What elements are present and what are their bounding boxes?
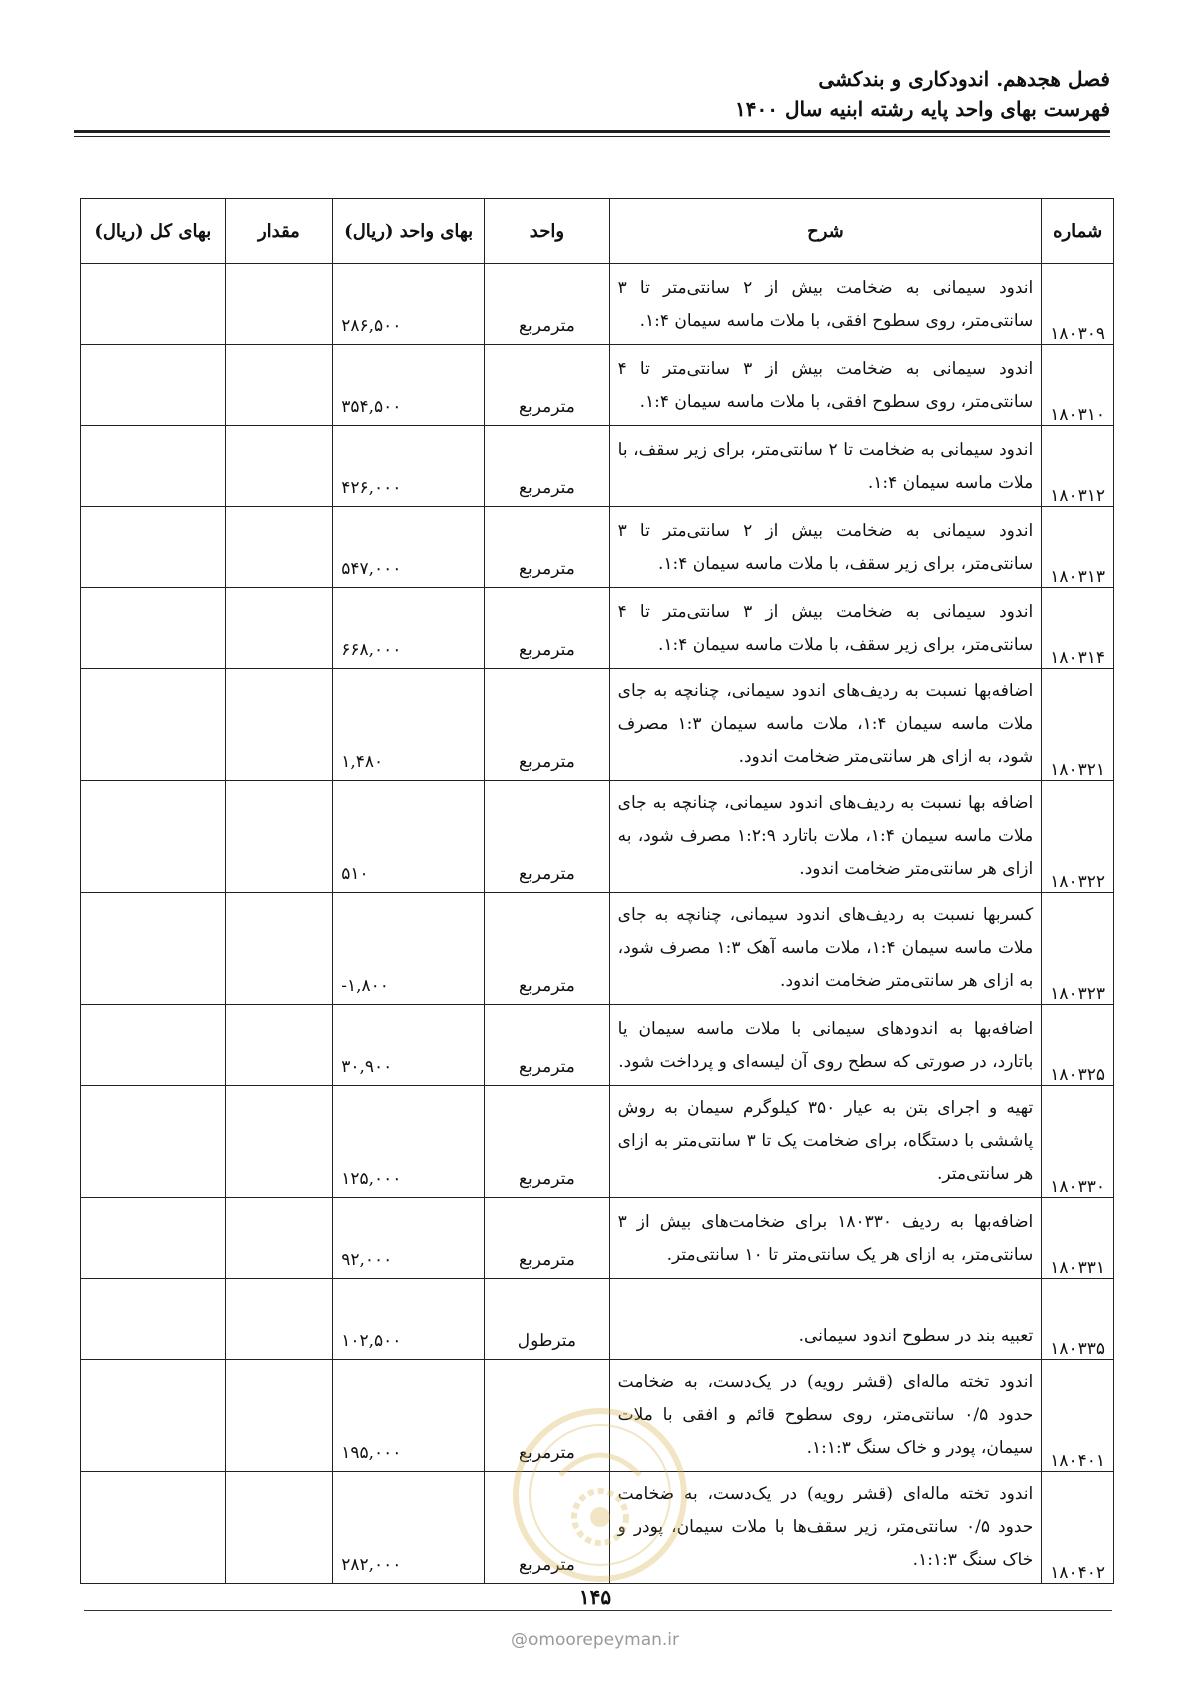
item-total-price: [81, 669, 226, 781]
item-total-price: [81, 1360, 226, 1472]
item-total-price: [81, 426, 226, 507]
item-total-price: [81, 507, 226, 588]
item-unit-price: ۴۲۶,۰۰۰: [333, 426, 485, 507]
table-row: [81, 426, 1114, 507]
table-row: [81, 345, 1114, 426]
table-row: [81, 264, 1114, 345]
item-code: ۱۸۰۴۰۲: [1042, 1472, 1114, 1584]
table-row: [81, 1086, 1114, 1198]
item-unit: مترمربع: [485, 1472, 610, 1584]
table-row: [81, 1198, 1114, 1279]
table-row: [81, 1005, 1114, 1086]
item-unit: مترمربع: [485, 1198, 610, 1279]
table-row: [81, 507, 1114, 588]
item-code: ۱۸۰۳۱۲: [1042, 426, 1114, 507]
column-header-description: شرح: [609, 199, 1042, 264]
item-unit: مترمربع: [485, 781, 610, 893]
item-total-price: [81, 781, 226, 893]
item-total-price: [81, 1198, 226, 1279]
website-watermark: @omoorepeyman.ir: [510, 1630, 680, 1650]
item-description: اضافه‌بها نسبت به ردیف‌های اندود سیمانی، چنانچه به جای ملات ماسه سیمان ۱:۴، ملات ماسه سیمان ۱:۳ مصرف شود، به ازای هر سانتی‌متر ضخامت اندود.: [609, 669, 1042, 781]
item-unit: مترطول: [485, 1279, 610, 1360]
item-quantity: [225, 426, 333, 507]
table-row: [81, 893, 1114, 1005]
item-description: اندود سیمانی به ضخامت بیش از ۲ سانتی‌متر تا ۳ سانتی‌متر، برای زیر سقف، با ملات ماسه سیمان ۱:۴.: [609, 507, 1042, 588]
item-unit-price: ۱۰۲,۵۰۰: [333, 1279, 485, 1360]
item-quantity: [225, 1005, 333, 1086]
item-quantity: [225, 781, 333, 893]
item-unit-price: ۱۲۵,۰۰۰: [333, 1086, 485, 1198]
item-unit-price: ۳۵۴,۵۰۰: [333, 345, 485, 426]
column-header-total: بهای کل (ریال): [81, 199, 226, 264]
item-unit-price: ۱۹۵,۰۰۰: [333, 1360, 485, 1472]
item-unit-price: ۹۲,۰۰۰: [333, 1198, 485, 1279]
item-code: ۱۸۰۳۱۴: [1042, 588, 1114, 669]
item-quantity: [225, 1472, 333, 1584]
item-quantity: [225, 893, 333, 1005]
item-description: اضافه‌بها به اندودهای سیمانی با ملات ماسه سیمان یا باتارد، در صورتی که سطح روی آن لیسه‌ای و پرداخت شود.: [609, 1005, 1042, 1086]
item-description: اندود سیمانی به ضخامت بیش از ۲ سانتی‌متر تا ۳ سانتی‌متر، روی سطوح افقی، با ملات ماسه سیمان ۱:۴.: [609, 264, 1042, 345]
item-unit: مترمربع: [485, 345, 610, 426]
item-description: تعبیه بند در سطوح اندود سیمانی.: [609, 1279, 1042, 1360]
item-unit-price: ۲۸۲,۰۰۰: [333, 1472, 485, 1584]
item-unit-price: ۶۶۸,۰۰۰: [333, 588, 485, 669]
item-unit-price: ۲۸۶,۵۰۰: [333, 264, 485, 345]
item-total-price: [81, 1086, 226, 1198]
item-description: اضافه‌بها به ردیف ۱۸۰۳۳۰ برای ضخامت‌های بیش از ۳ سانتی‌متر، به ازای هر یک سانتی‌متر تا ۱۰ سانتی‌متر.: [609, 1198, 1042, 1279]
item-unit-price: ۱,۴۸۰: [333, 669, 485, 781]
item-quantity: [225, 669, 333, 781]
item-description: اندود سیمانی به ضخامت بیش از ۳ سانتی‌متر تا ۴ سانتی‌متر، روی سطوح افقی، با ملات ماسه سیمان ۱:۴.: [609, 345, 1042, 426]
item-quantity: [225, 1279, 333, 1360]
item-description: تهیه و اجرای بتن به عیار ۳۵۰ کیلوگرم سیمان به روش پاششی با دستگاه، برای ضخامت یک تا ۳ سانتی‌متر به ازای هر سانتی‌متر.: [609, 1086, 1042, 1198]
table-body: [81, 264, 1114, 1584]
item-description: اندود تخته ماله‌ای (قشر رویه) در یک‌دست، به ضخامت حدود ۰/۵ سانتی‌متر، زیر سقف‌ها با ملات سیمان، پودر و خاک سنگ ۱:۱:۳.: [609, 1472, 1042, 1584]
column-header-unit: واحد: [485, 199, 610, 264]
page-number: ۱۴۵: [578, 1585, 612, 1609]
item-code: ۱۸۰۳۳۱: [1042, 1198, 1114, 1279]
item-code: ۱۸۰۳۰۹: [1042, 264, 1114, 345]
chapter-title: فصل هجدهم. اندودکاری و بندکشی: [818, 67, 1110, 91]
item-description: کسربها نسبت به ردیف‌های اندود سیمانی، چنانچه به جای ملات ماسه سیمان ۱:۴، ملات ماسه آهک ۱:۳ مصرف شود، به ازای هر سانتی‌متر ضخامت اندود.: [609, 893, 1042, 1005]
item-quantity: [225, 507, 333, 588]
item-code: ۱۸۰۳۲۵: [1042, 1005, 1114, 1086]
item-unit-price: ۳۰,۹۰۰: [333, 1005, 485, 1086]
item-code: ۱۸۰۳۱۳: [1042, 507, 1114, 588]
item-unit: مترمربع: [485, 264, 610, 345]
item-unit: مترمربع: [485, 1360, 610, 1472]
page-header: [70, 64, 1110, 124]
item-total-price: [81, 1472, 226, 1584]
item-quantity: [225, 345, 333, 426]
item-unit: مترمربع: [485, 1086, 610, 1198]
column-header-code: شماره: [1042, 199, 1114, 264]
item-description: اندود تخته ماله‌ای (قشر رویه) در یک‌دست، به ضخامت حدود ۰/۵ سانتی‌متر، روی سطوح قائم و افقی با ملات سیمان، پودر و خاک سنگ ۱:۱:۳.: [609, 1360, 1042, 1472]
table-header-row: [81, 199, 1114, 264]
item-code: ۱۸۰۳۲۱: [1042, 669, 1114, 781]
item-code: ۱۸۰۳۲۲: [1042, 781, 1114, 893]
item-code: ۱۸۰۳۲۳: [1042, 893, 1114, 1005]
column-header-quantity: مقدار: [225, 199, 333, 264]
price-table: [80, 198, 1114, 1584]
table-row: [81, 781, 1114, 893]
item-unit-price: ۵۱۰: [333, 781, 485, 893]
price-list-title: فهرست بهای واحد پایه رشته ابنیه سال ۱۴۰۰: [735, 97, 1110, 121]
item-unit-price: -۱,۸۰۰: [333, 893, 485, 1005]
item-unit: مترمربع: [485, 1005, 610, 1086]
header-rule-thin: [74, 136, 1110, 137]
item-total-price: [81, 893, 226, 1005]
item-total-price: [81, 588, 226, 669]
item-unit: مترمربع: [485, 669, 610, 781]
item-unit: مترمربع: [485, 588, 610, 669]
item-unit-price: ۵۴۷,۰۰۰: [333, 507, 485, 588]
header-rule-thick: [74, 130, 1110, 133]
item-description: اندود سیمانی به ضخامت تا ۲ سانتی‌متر، برای زیر سقف، با ملات ماسه سیمان ۱:۴.: [609, 426, 1042, 507]
item-code: ۱۸۰۴۰۱: [1042, 1360, 1114, 1472]
footer-rule: [84, 1610, 1112, 1611]
item-total-price: [81, 1005, 226, 1086]
item-description: اندود سیمانی به ضخامت بیش از ۳ سانتی‌متر تا ۴ سانتی‌متر، برای زیر سقف، با ملات ماسه سیمان ۱:۴.: [609, 588, 1042, 669]
item-unit: مترمربع: [485, 507, 610, 588]
item-unit: مترمربع: [485, 893, 610, 1005]
table-row: [81, 1279, 1114, 1360]
watermark-seal: [510, 1405, 690, 1585]
item-code: ۱۸۰۳۳۵: [1042, 1279, 1114, 1360]
item-quantity: [225, 1360, 333, 1472]
item-unit: مترمربع: [485, 426, 610, 507]
item-code: ۱۸۰۳۱۰: [1042, 345, 1114, 426]
item-total-price: [81, 345, 226, 426]
item-description: اضافه بها نسبت به ردیف‌های اندود سیمانی، چنانچه به جای ملات ماسه سیمان ۱:۴، ملات باتارد ۱:۲:۹ مصرف شود، به ازای هر سانتی‌متر ضخامت اندود.: [609, 781, 1042, 893]
item-total-price: [81, 264, 226, 345]
item-total-price: [81, 1279, 226, 1360]
item-quantity: [225, 1198, 333, 1279]
table-row: [81, 588, 1114, 669]
item-quantity: [225, 264, 333, 345]
column-header-unit-price: بهای واحد (ریال): [333, 199, 485, 264]
item-code: ۱۸۰۳۳۰: [1042, 1086, 1114, 1198]
item-quantity: [225, 588, 333, 669]
table-row: [81, 669, 1114, 781]
item-quantity: [225, 1086, 333, 1198]
